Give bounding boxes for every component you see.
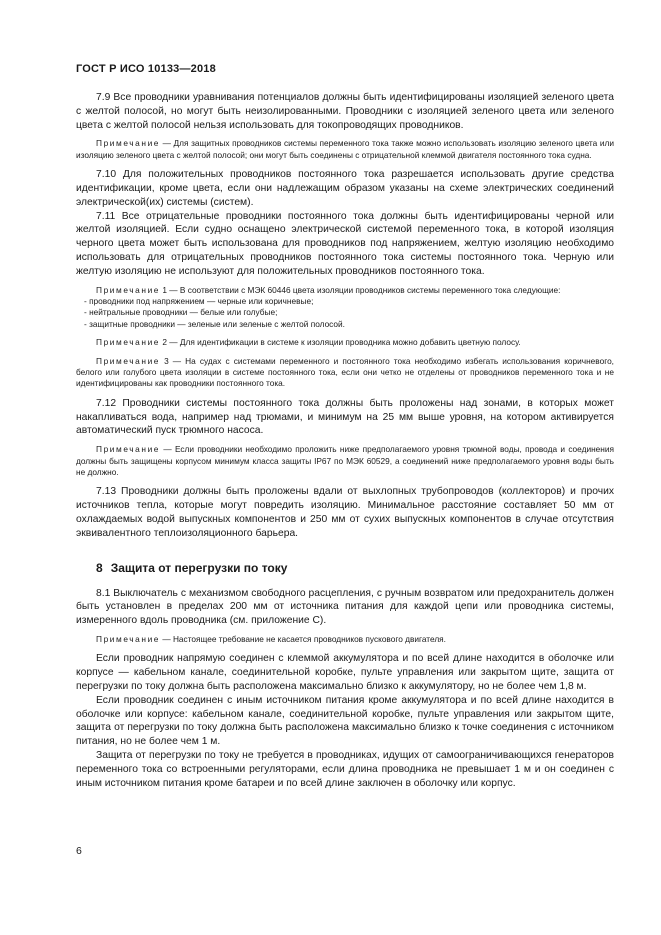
section-title: Защита от перегрузки по току [110, 560, 288, 575]
clause-7-10: 7.10 Для положительных проводников постоянного тока разрешается использовать другие средства идентификации, кроме цвета, если они надлежащим образом указаны на схеме электрических соединений электрической(их) системы (систем). [76, 169, 614, 208]
clause-8-1: 8.1 Выключатель с механизмом свободного расцепления, с ручным возвратом или предохранитель должен быть установлен в пределах 200 мм от источника питания для каждой цепи или проводника системы, измеренного вдоль проводника (см. приложение С). [76, 587, 614, 627]
note-text: — Настоящее требование не касается проводников пускового двигателя. [160, 634, 446, 645]
page-number: 6 [76, 845, 82, 857]
note-text: 3 — На судах с системами переменного и постоянного тока необходимо избегать использования коричневого, белого или голубого цвета изоляции в системе постоянного тока, если они четко не отделены от проводников переменного тока и не идентифицированы как проводники постоянного тока. [76, 355, 614, 389]
paragraph-battery: Если проводник напрямую соединен с клеммой аккумулятора и по всей длине находится в оболочке или корпусе — кабельном канале, соединительной коробке, пульте управления или закрытом щите, защита от перегрузки по току должна быть расположена максимально близко к аккумулятору, но не более чем 1,8 м. [76, 653, 614, 693]
section-8-heading [96, 561, 614, 575]
note-7-9 [76, 138, 614, 161]
note-label: Примечание [96, 634, 161, 645]
clause-7-11: 7.11 Все отрицательные проводники постоянного тока должны быть идентифицированы черной или желтой изоляцией. Если судно оснащено электрической системой переменного тока, в которой изоляция черного цвета может быть использована для проводников под напряжением, желтую изоляцию необходимо использовать для отрицательных проводников постоянного тока системы постоянного тока. Черную или желтую изоляцию не используют для положительных проводников постоянного тока. [76, 210, 614, 277]
list-item: - проводники под напряжением — черные или коричневые; [84, 295, 314, 306]
note-8-1 [76, 634, 614, 645]
note-label: Примечание [96, 138, 161, 149]
note-label: Примечание [96, 284, 161, 295]
note-text: — Если проводники необходимо проложить ниже предполагаемого уровня трюмной воды, провода и соединения должны быть защищены корпусом минимум класса защиты IP67 по МЭК 60529, а соединений ниже предполагаемого уровня воды быть не должно. [76, 444, 614, 478]
clause-7-13: 7.13 Проводники должны быть проложены вдали от выхлопных трубопроводов (коллекторов) и прочих источников тепла, которые могут повредить изоляцию. Минимальное расстояние составляет 50 мм от охлаждаемых водой выпускных компонентов и 250 мм от сухих выпускных компонентов в случае отсутствия эквивалентного теплоизоляционного барьера. [76, 486, 614, 539]
list-item: - нейтральные проводники — белые или голубые; [84, 307, 278, 318]
note-7-11-3 [76, 356, 614, 390]
body-text [76, 91, 614, 790]
note-7-11-2 [76, 337, 614, 348]
clause-7-9: 7.9 Все проводники уравнивания потенциалов должны быть идентифицированы изоляцией зеленого цвета с желтой полосой, но могут быть неизолированными. Проводники с изоляцией зеленого цвета или зеленого цвета с желтой полосой нельзя использовать для токопроводящих проводников. [76, 92, 614, 131]
note-label: Примечание [96, 337, 161, 348]
paragraph-generators: Защита от перегрузки по току не требуется в проводниках, идущих от самоограничивающихся генераторов переменного тока со встроенными регуляторами, если длина проводника не превышает 1 м и он соединен с иным источником питания кроме батареи и по всей длине заключен в оболочку или корпус. [76, 750, 614, 789]
standard-header: ГОСТ Р ИСО 10133—2018 [76, 63, 216, 75]
note-7-12 [76, 444, 614, 478]
list-item: - защитные проводники — зеленые или зеленые с желтой полосой. [84, 318, 345, 329]
section-number: 8 [96, 560, 103, 575]
note-text: — Для защитных проводников системы переменного тока также можно использовать изоляцию зеленого цвета или изоляцию зеленого цвета с желтой полосой; они могут быть соединены с отрицательной клеммой двигателя постоянного тока судна. [76, 138, 614, 160]
note-label: Примечание [96, 444, 161, 455]
note-text: 2 — Для идентификации в системе к изоляции проводника можно добавить цветную полосу. [160, 337, 521, 348]
note-text: 1 — В соответствии с МЭК 60446 цвета изоляции проводников системы переменного тока следующие: [160, 284, 561, 295]
note-label: Примечание [96, 355, 161, 366]
note-7-11-1 [76, 285, 614, 296]
clause-7-12: 7.12 Проводники системы постоянного тока должны быть проложены над зонами, в которых может накапливаться вода, например над трюмами, и минимум на 25 мм выше уровня, на котором активируется автоматический пуск трюмного насоса. [76, 397, 614, 437]
paragraph-other-source: Если проводник соединен с иным источником питания кроме аккумулятора и по всей длине находится в оболочке или корпусе: кабельном канале, соединительной коробке, пульте управления или закрытом щите, защита от перегрузки по току должна быть расположена максимально близко к точке соединения с источником питания, но не более чем 1 м. [76, 694, 614, 748]
